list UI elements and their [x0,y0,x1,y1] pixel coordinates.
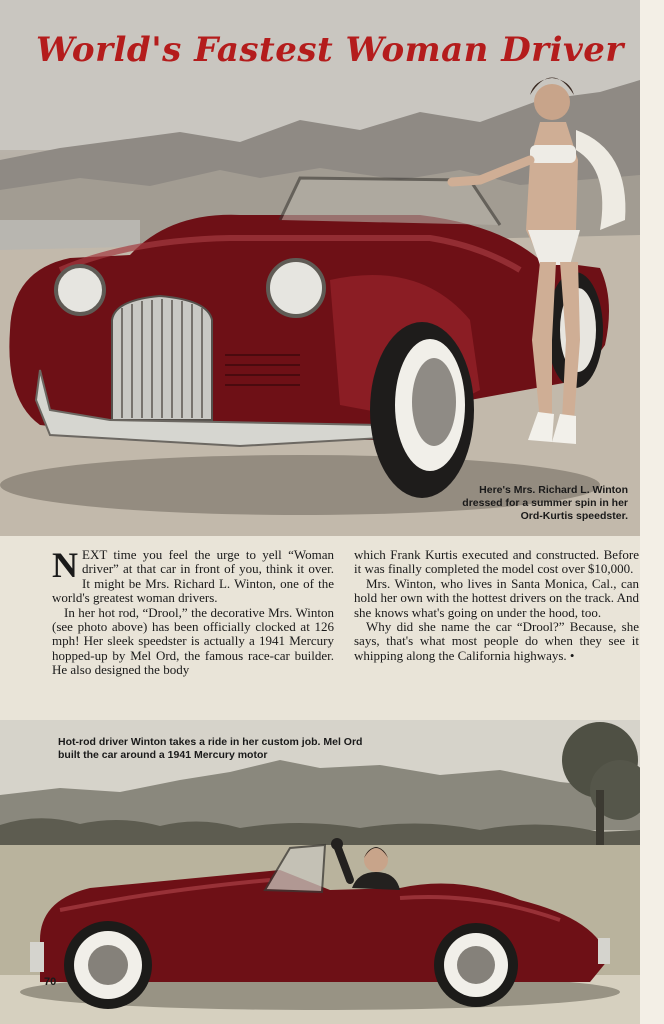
article-column-right [354,548,639,663]
article-paragraph: Mrs. Winton, who lives in Santa Monica, Cal., can hold her own with the hottest drivers on the track. And she knows what's going on under the hood, too. [354,575,639,620]
article-title: World's Fastest Woman Driver [36,30,624,70]
article-paragraph: Why did she name the car “Drool?” Because, she says, that's what most people do when they see it whipping along the California highways. • [354,619,639,663]
bottom-photo-illustration [0,720,640,1024]
page-number: 70 [44,976,57,988]
page-margin [640,0,664,1024]
article-paragraph: which Frank Kurtis executed and constructed. Before it was finally completed the model cost over $10,000. [354,547,639,577]
article-paragraph [52,545,334,606]
bottom-photo [0,720,640,1024]
article-column-left [52,545,334,678]
drop-cap: N [52,545,78,585]
paragraph-text: EXT time you feel the urge to yell “Woman driver” at that car in front of you, think it over. It might be Mrs. Richard L. Winton, one of the world's greatest woman drivers. [52,547,334,606]
article-paragraph: In her hot rod, “Drool,” the decorative Mrs. Winton (see photo above) has been officially clocked at 126 mph! Her sleek speedster is actually a 1941 Mercury hopped-up by Mel Ord, the famous race-car builder. He also designed the body [52,604,334,678]
article-body [52,545,640,708]
top-photo-caption: Here's Mrs. Richard L. Winton dressed for a summer spin in her Ord-Kurtis speedster. [462,484,628,522]
bottom-photo-caption: Hot-rod driver Winton takes a ride in her custom job. Mel Ord built the car around a 1941 Mercury motor [58,736,363,761]
